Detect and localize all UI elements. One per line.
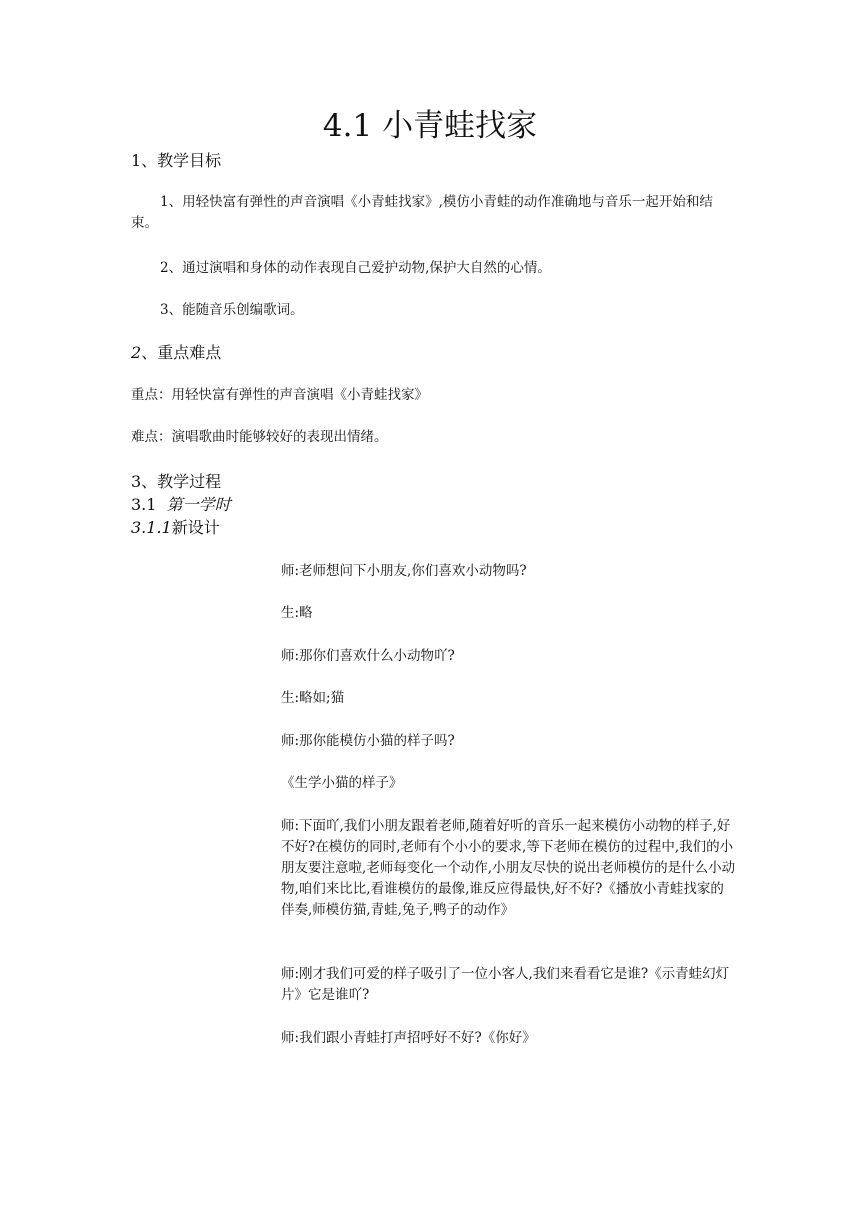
goal-item-2: 2、通过演唱和身体的动作表现自己爱护动物,保护大自然的心情。 <box>160 260 551 276</box>
section-heading-key-points <box>131 342 221 364</box>
subheading-number: 3.1 <box>131 495 157 514</box>
dialogue-line: 师:我们跟小青蛙打声招呼好不好?《你好》 <box>281 1030 536 1046</box>
goal-item-1: 1、用轻快富有弹性的声音演唱《小青蛙找家》,模仿小青蛙的动作准确地与音乐一起开始和结束。 <box>131 194 713 231</box>
subheading-text: 新设计 <box>171 518 220 537</box>
subheading-new-design <box>131 517 220 539</box>
dialogue-line: 《生学小猫的样子》 <box>281 775 403 791</box>
subheading-text: 第一学时 <box>166 495 231 514</box>
section-heading-teaching-process: 3、教学过程 <box>131 472 222 491</box>
dialogue-paragraph: 师:刚才我们可爱的样子吸引了一位小客人,我们来看看它是谁?《示青蛙幻灯片》它是谁吖? <box>281 966 730 1003</box>
dialogue-line: 师:老师想问下小朋友,你们喜欢小动物吗? <box>281 563 527 579</box>
section-heading-teaching-goals: 1、教学目标 <box>131 151 222 170</box>
subheading-first-lesson <box>131 494 231 516</box>
section-heading-text: 、重点难点 <box>141 343 222 362</box>
section-heading-number: 2 <box>131 343 142 362</box>
dialogue-line: 生:略 <box>281 605 313 621</box>
dialogue-paragraph: 师:下面吖,我们小朋友跟着老师,随着好听的音乐一起来模仿小动物的样子,好不好?在模仿的同时,老师有个小小的要求,等下老师在模仿的过程中,我们的小朋友要注意啦,老师每变化一个动作,小朋友尽快的说出老师模仿的是什么小动物,咱们来比比,看谁模仿的最像,谁反应得最快,好不好?《播放小青蛙找家的伴奏,师模仿猫,青蛙,兔子,鸭子的动作》 <box>281 818 736 918</box>
difficulty-text: 难点：演唱歌曲时能够较好的表现出情绪。 <box>131 429 388 445</box>
dialogue-line: 生:略如;猫 <box>281 690 345 706</box>
key-point-text: 重点：用轻快富有弹性的声音演唱《小青蛙找家》 <box>131 387 428 403</box>
document-title: 4.1 小青蛙找家 <box>322 108 538 144</box>
goal-item-3: 3、能随音乐创编歌词。 <box>160 302 304 318</box>
subheading-number: 3.1.1 <box>131 518 172 537</box>
dialogue-line: 师:那你能模仿小猫的样子吗? <box>281 733 455 749</box>
dialogue-line: 师:那你们喜欢什么小动物吖? <box>281 648 455 664</box>
